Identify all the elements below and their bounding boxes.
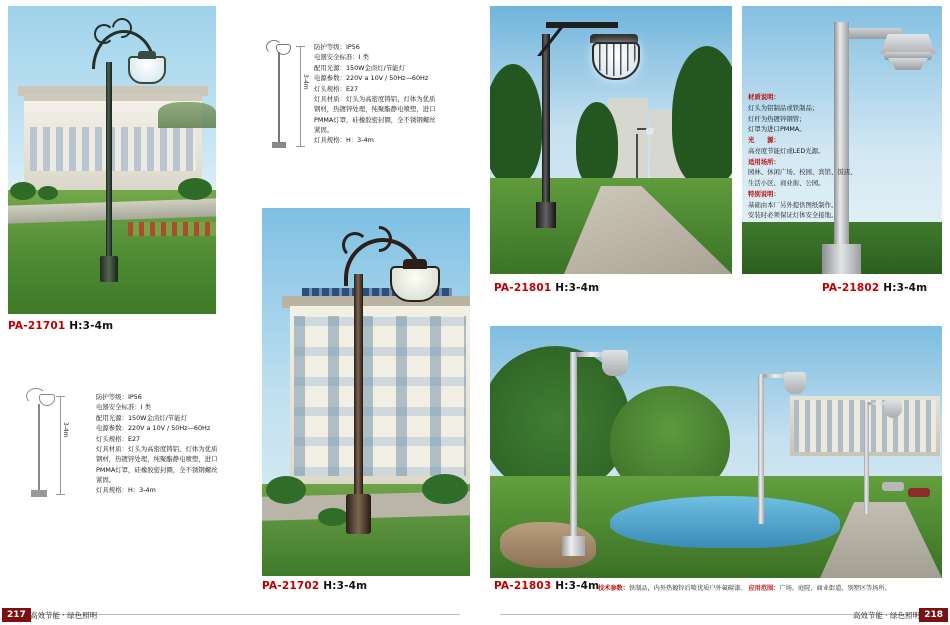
- lamp-base: [536, 202, 556, 228]
- drawing-base: [31, 490, 47, 497]
- spec-line: 灯头规格：E27: [96, 434, 141, 443]
- note-label: 光 源：: [748, 136, 780, 144]
- product-code: PA-21802: [822, 282, 880, 294]
- spec-line: 配用光源：150W金卤灯/节能灯: [96, 413, 187, 422]
- lamp-pole: [570, 352, 577, 542]
- product-photo-pa21701: [8, 6, 216, 314]
- dimension-tick: [56, 494, 65, 495]
- note-line: 灯头为铝制品或铁制品；: [748, 103, 819, 112]
- lamp-pole: [354, 274, 363, 510]
- product-code: PA-21702: [262, 580, 320, 592]
- scope-label: 应用范围：: [748, 585, 780, 592]
- shrub: [38, 186, 58, 200]
- spec-block-pa21701: [314, 42, 444, 146]
- spec-line: 防护等级：IP56: [314, 43, 360, 51]
- lamp-pole: [758, 374, 764, 524]
- lamp-base: [562, 536, 585, 556]
- spec-line: 灯具材质：灯头为高密度铸铝，灯体为优质: [314, 94, 436, 103]
- tech-label: 技术参数：: [598, 585, 629, 592]
- scroll-ornament: [342, 232, 368, 258]
- dimension-label: 3-4m: [62, 422, 69, 438]
- note-line: 基础由本厂另外提供图纸制作。: [748, 200, 838, 209]
- product-height: H:3-4m: [883, 282, 928, 294]
- lamp-base: [346, 494, 371, 534]
- drawing-pole: [278, 52, 280, 146]
- spec-line: 防护等级：IP56: [96, 393, 142, 401]
- spec-line: 电器安全标准：I 类: [314, 53, 370, 62]
- line-drawing-pa21701: [252, 34, 308, 152]
- note-label: 适用场所：: [748, 157, 780, 166]
- caption-pa21701: [8, 320, 113, 332]
- distant-lamp: [636, 134, 638, 178]
- lamp-base: [100, 256, 118, 282]
- tree: [576, 102, 618, 186]
- note-line: 高亮度节能灯或LED光源。: [748, 146, 825, 155]
- note-line: 园林、休闲广场、校园、宾馆、饭店、: [748, 168, 857, 177]
- spec-line: 配用光源：150W金卤灯/节能灯: [314, 63, 405, 72]
- product-height: H:3-4m: [555, 580, 600, 592]
- caption-pa21801: [494, 282, 599, 294]
- caption-pa21803: [494, 580, 599, 592]
- tree: [672, 46, 732, 186]
- product-photo-pa21803: [490, 326, 942, 578]
- shrub: [10, 182, 36, 200]
- spec-line: PMMA灯罩，硅橡胶密封圈，全不锈钢螺丝: [314, 115, 436, 124]
- dimension-tick: [56, 396, 65, 397]
- spec-line: 电源参数：220V a 10V / 50Hz—60Hz: [314, 74, 429, 83]
- scope-value: 广场、庭院、商业街道、别墅区等场所。: [779, 585, 891, 592]
- lamp-base: [822, 244, 861, 274]
- page-number-right: 218: [919, 608, 948, 622]
- spec-line: 电源参数：220V a 10V / 50Hz—60Hz: [96, 424, 211, 433]
- line-drawing-pa21702: [12, 382, 68, 500]
- dimension-tick: [296, 46, 305, 47]
- lamp-pole: [864, 402, 869, 514]
- dimension-label: 3-4m: [302, 74, 309, 90]
- lantern-head: [390, 266, 440, 302]
- page-number-left: 217: [2, 608, 31, 622]
- spec-block-pa21702: [96, 392, 226, 496]
- note-line: 灯杆为热镀锌钢管；: [748, 114, 806, 123]
- lantern-head: [884, 400, 902, 418]
- pond: [610, 496, 840, 548]
- car: [882, 482, 904, 491]
- spec-line: 电器安全标准：I 类: [96, 403, 152, 412]
- spec-line: 钢材，热镀锌处理，纯聚酯静电喷塑，进口: [96, 455, 218, 464]
- note-label: 特别说明：: [748, 189, 780, 198]
- drawing-pole: [38, 404, 40, 494]
- spec-line: PMMA灯罩，硅橡胶密封圈，全不锈钢螺丝: [96, 465, 218, 474]
- apartment-building: [290, 306, 470, 484]
- dimension-tick: [296, 146, 305, 147]
- spec-line: 灯具规格：H：3-4m: [314, 136, 374, 145]
- product-photo-pa21702: [262, 208, 470, 576]
- dimension-line: [300, 46, 301, 146]
- car: [908, 488, 930, 497]
- note-label: 材质说明：: [748, 93, 780, 101]
- shrub: [318, 508, 348, 526]
- material-note-block: [748, 92, 898, 221]
- flower-bed: [128, 222, 216, 236]
- spec-line: 灯具规格：H：3-4m: [96, 486, 156, 495]
- spec-line: 钢材，热镀锌处理，纯聚酯静电喷塑，进口: [314, 105, 436, 114]
- drawing-lantern: [39, 394, 55, 406]
- spec-line: 紧固。: [314, 126, 334, 134]
- lamp-pole: [542, 34, 550, 220]
- caption-pa21702: [262, 580, 367, 592]
- spec-line: 灯具材质：灯头为高密度铸铝，灯体为优质: [96, 444, 218, 453]
- product-photo-pa21801: [490, 6, 732, 274]
- spec-line: 灯头规格：E27: [314, 84, 359, 93]
- tech-value: 铁制品，内外热镀锌后喷优质户外氟碳漆。: [628, 585, 747, 592]
- shrub: [422, 474, 468, 504]
- dimension-line: [60, 396, 61, 494]
- product-code: PA-21701: [8, 320, 66, 332]
- product-height: H:3-4m: [69, 320, 114, 332]
- page-footer: [0, 603, 950, 625]
- note-line: 安装时必须保证灯体安全接地。: [748, 211, 838, 220]
- product-height: H:3-4m: [323, 580, 368, 592]
- footer-text-left: 高效节能 · 绿色照明: [30, 611, 98, 620]
- spec-line: 紧固。: [96, 476, 116, 484]
- caption-pa21802: [822, 282, 927, 294]
- product-height: H:3-4m: [555, 282, 600, 294]
- lamp-head-upper: [880, 34, 936, 54]
- lamp-pole: [106, 62, 112, 274]
- note-line: 生活小区、商业街、公园。: [748, 179, 825, 187]
- shrub: [266, 476, 306, 504]
- footer-rule-left: [40, 614, 460, 615]
- lantern-head: [784, 372, 806, 394]
- shrub: [178, 178, 212, 200]
- product-code: PA-21801: [494, 282, 552, 294]
- note-line: 灯罩为进口PMMA。: [748, 125, 806, 134]
- lantern-head: [128, 56, 166, 84]
- lantern-head: [602, 350, 628, 376]
- hillside: [158, 102, 216, 128]
- drawing-base: [272, 142, 286, 148]
- tech-params-pa21803: [598, 583, 891, 592]
- footer-text-right: 高效节能 · 绿色照明: [852, 611, 920, 620]
- product-code: PA-21803: [494, 580, 552, 592]
